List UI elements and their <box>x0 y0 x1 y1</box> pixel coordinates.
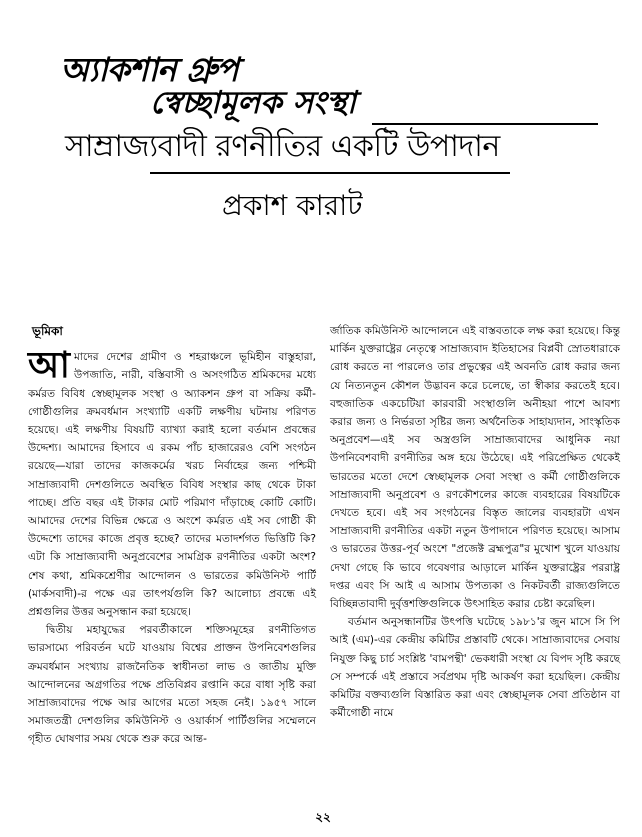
page-number: ২২ <box>315 810 331 824</box>
right-column <box>330 322 620 722</box>
paragraph-text: র্জাতিক কমিউনিস্ট আন্দোলনে এই বাস্তবতাকে লক্ষ করা হয়েছে। কিন্তু মার্কিন যুক্তরাষ্ট্রের নেতৃত্বে সাম্রাজ্যবাদ ইতিহাসের বিপ্লবী স্রোতধারাকে রোধ করতে না পারলেও তার প্রভুত্বের এই অবনতি রোধ করার জন্য যে নিত্যনতুন কৌশল উদ্ভাবন করে চলেছে, তা স্বীকার করতেই হবে। বহুজাতিক একচেটিয়া কারবারী সংস্থাগুলি অনীহয়া পাশে আবশ্য করার জন্য ও নির্ভরতা সৃষ্টির জন্য অর্থনৈতিক সাহায্যদান, সাংস্কৃতিক অনুপ্রবেশ—এই সব অস্ত্রগুলি সাম্রাজ্যবাদের আধুনিক নয়া উপনিবেশবাদী রণনীতির অঙ্গ হয়ে উঠেছে। এই পরিপ্রেক্ষিত থেকেই ভারতের মতো দেশে স্বেচ্ছামূলক সেবা সংস্থা ও কর্মী গোষ্ঠীগুলিকে সাম্রাজ্যবাদী অনুপ্রবেশ ও রণকৌশলের কাজে ব্যবহারের বিষয়টিকে দেখতে হবে। এই সব সংগঠনের বিস্তৃত জালের ব্যবহারটা এখন সাম্রাজ্যবাদী রণনীতির একটা নতুন উপাদানে পরিণত হয়েছে। আসাম ও ভারতের উত্তর-পূর্ব অংশে "প্রজেক্ট ব্রহ্মপুত্র"র মুখোশ খুলে যাওয়ায় দেখা গেছে কি ভাবে গবেষণার আড়ালে মার্কিন যুক্তরাষ্ট্রের পররাষ্ট্র দপ্তর এবং সি আই এ আসাম উপত্যকা ও নিকটবর্তী রাজ্যগুলিতে বিচ্ছিন্নতাবাদী দুর্বৃত্তশক্তিগুলিকে উৎসাহিত করার চেষ্টা করেছিল। <box>330 325 620 611</box>
section-heading: ভূমিকা <box>32 324 63 338</box>
title-rule-upper <box>372 123 598 125</box>
left-column <box>28 322 316 749</box>
paragraph <box>330 613 620 722</box>
title-rule-lower <box>150 172 510 174</box>
title-line-1: অ্যাকশান গ্রুপ <box>60 50 238 89</box>
paragraph <box>28 345 316 621</box>
author-name: প্রকাশ কারাট <box>222 189 363 222</box>
paragraph-text: বর্তমান অনুসন্ধানটির উৎপত্তি ঘটেছে ১৯৮১'র জুন মাসে সি পি আই (এম)-এর কেন্দ্রীয় কমিটির প্রস্তাবটি থেকে। সাম্রাজ্যবাদের সেবায় নিযুক্ত কিছু চার্চ সংশ্লিষ্ট 'বামপন্থী' ভেকধারী সংস্থা যে বিপদ সৃষ্টি করছে সে সম্পর্কে এই প্রস্তাবে সর্বপ্রথম দৃষ্টি আকর্ষণ করা হয়েছিল। কেন্দ্রীয় কমিটির বক্তব্যগুলি বিস্তারিত করা এবং স্বেচ্ছামূলক সেবা প্রতিষ্ঠান বা কর্মীগোষ্ঠী নামে <box>330 616 620 720</box>
paragraph-text: দ্বিতীয় মহাযুদ্ধের পরবর্তীকালে শক্তিসমূহের রণনীতিগত ভারসাম্যে পরিবর্তন ঘটে যাওয়ায় বিশ্বের প্রাক্তন উপনিবেশগুলির ক্রমবর্ধমান সংখ্যায় রাজনৈতিক স্বাধীনতা লাভ ও জাতীয় মুক্তি আন্দোলনের অগ্রগতির পক্ষে প্রতিবিপ্লব রপ্তানি করে বাধা সৃষ্টি করা সাম্রাজ্যবাদের পক্ষে আর আগের মতো সহজ নেই। ১৯৫৭ সালে সমাজতন্ত্রী দেশগুলির কমিউনিস্ট ও ওয়ার্কার্স পার্টিগুলির সম্মেলনে গৃহীত ঘোষণার সময় থেকে শুরু করে আন্ত- <box>28 624 316 746</box>
paragraph-text: মাদের দেশের গ্রামীণ ও শহরাঞ্চলে ভূমিহীন বাস্তুহারা, উপজাতি, নারী, বস্তিবাসী ও অসংগঠিত শ্রমিকদের মধ্যে কর্মরত বিবিধ স্বেচ্ছামূলক সংস্থা ও অ্যাকশন গ্রুপ বা সক্রিয় কর্মী-গোষ্ঠীগুলির ক্রমবর্ধমান সংখ্যাটি একটি লক্ষণীয় ঘটনায় পরিণত হয়েছে। এই লক্ষণীয় বিষয়টি ব্যাখ্যা করাই হলো বর্তমান প্রবন্ধের উদ্দেশ্য। আমাদের হিসাবে এ রকম পাঁচ হাজারেরও বেশি সংগঠন রয়েছে—যারা তাদের কাজকর্মের খরচ নির্বাহের জন্য পশ্চিমী সাম্রাজ্যবাদী দেশগুলিতে অবস্থিত বিবিধ সংস্থার কাছ থেকে টাকা পাচ্ছে। প্রতি বছর এই টাকার মোট পরিমাণ দাঁড়াচ্ছে কোটি কোটি। আমাদের দেশের বিভিন্ন ক্ষেত্রে ও অংশে কর্মরত এই সব গোষ্ঠী কী উদ্দেশ্যে তাদের কাজে প্রবৃত্ত হচ্ছে? তাদের মতাদর্শগত ভিত্তিটি কি? এটা কি সাম্রাজ্যবাদী অনুপ্রবেশের সামগ্রিক রণনীতির একটা অংশ? শেষ কথা, শ্রমিকশ্রেণীর আন্দোলন ও ভারতের কমিউনিস্ট পার্টি (মার্কসবাদী)-র পক্ষে এর তাৎপর্যগুলি কি? আলোচ্য প্রবন্ধে এই প্রশ্নগুলির উত্তর অনুসন্ধান করা হয়েছে। <box>28 351 316 619</box>
paragraph <box>28 621 316 748</box>
paragraph <box>330 322 620 613</box>
title-line-2: স্বেচ্ছামূলক সংস্থা <box>150 85 356 121</box>
drop-cap: আ <box>28 345 70 387</box>
title-line-3: সাম্রাজ্যবাদী রণনীতির একটি উপাদান <box>65 129 500 164</box>
